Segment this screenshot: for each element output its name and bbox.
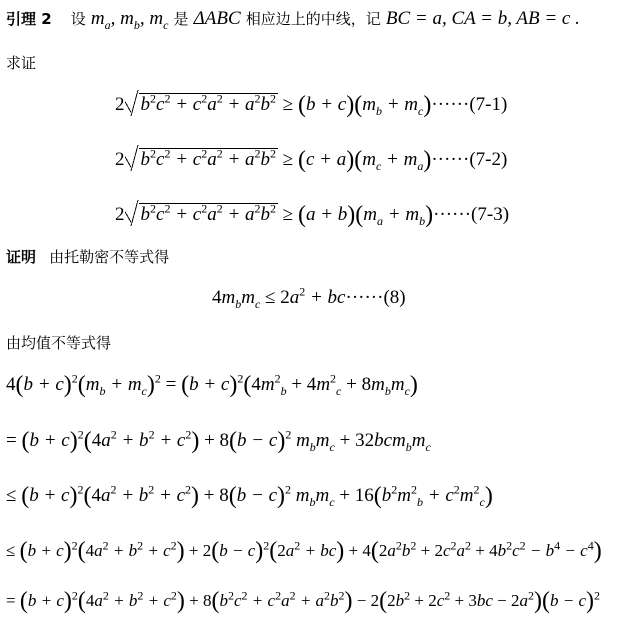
equation-7-1: 2 $b^2c^2 + c^2a^2 + a^2b^2 \ge (b + c)(m_b + m_c)\cdot\cdot\cdot\cdot\cdot\cdot(7-1)$ xyxy=(115,91,508,118)
tag-7-1: (7-1) xyxy=(469,94,508,115)
lemma-text-c: 相应边上的中线，记 xyxy=(245,10,381,28)
prove-label: 求证 xyxy=(6,54,37,72)
derivation-line-5: = $(b + c)^2(4a^2 + b^2 + c^2) + 8(b^2c^2 + c^2a^2 + a^2b^2) - 2(2b^2 + 2c^2 + 3bc - 2a^2)(b - c)^2$ xyxy=(6,588,601,614)
triangle-name: ΔABC xyxy=(193,8,241,29)
derivation-line-2: = $(b + c)^2(4a^2 + b^2 + c^2) + 8(b - c)^2$ $m_bm_c + 32bcm_bm_c$ xyxy=(6,427,431,454)
dots: ······ xyxy=(431,94,470,115)
lemma-label: 引理 2 xyxy=(6,10,52,28)
derivation-line-4: ≤ $(b + c)^2(4a^2 + b^2 + c^2) + 2(b - c)^2(2a^2 + bc) + 4(2a^2b^2 + 2c^2a^2 + 4b^2c^2 - b^4 - c^4)$ xyxy=(6,538,602,564)
tag-8: (8) xyxy=(383,287,406,308)
proof-intro xyxy=(6,246,169,267)
derivation-line-1: $4(b + c)^2(m_b + m_c)^2 = (b + c)^2(4m^2_b + 4m^2_c + 8m_bm_c)$ xyxy=(6,371,418,398)
derivation-line-3: ≤ $(b + c)^2(4a^2 + b^2 + c^2) + 8(b - c)^2$ $m_bm_c + 16(b^2m^2_b + c^2m^2_c)$ xyxy=(6,482,493,509)
dots: ······ xyxy=(345,287,384,308)
equation-8: $4m_bm_c \le 2a^2 + bc\cdot\cdot\cdot\cdot\cdot\cdot(8)$ xyxy=(212,284,406,311)
tag-7-3: (7-3) xyxy=(471,204,510,225)
median-symbols: $m_a$, $m_b$, $m_c$ xyxy=(90,8,169,32)
lemma-text-a: 设 xyxy=(70,10,86,28)
side-definitions: BC = a, CA = b, AB = c . xyxy=(385,8,580,29)
lemma-text-b: 是 xyxy=(173,10,189,28)
tag-7-2: (7-2) xyxy=(469,149,508,170)
equation-7-3: 2 $b^2c^2 + c^2a^2 + a^2b^2 \ge (a + b)(m_a + m_b)\cdot\cdot\cdot\cdot\cdot\cdot(7-3)$ xyxy=(115,201,510,228)
proof-label: 证明 xyxy=(6,248,37,266)
lemma-statement xyxy=(6,8,580,30)
equation-7-2: 2 $b^2c^2 + c^2a^2 + a^2b^2 \ge (c + a)(m_c + m_a)\cdot\cdot\cdot\cdot\cdot\cdot(7-2)$ xyxy=(115,146,508,173)
dots: ······ xyxy=(431,149,470,170)
mean-inequality-text: 由均值不等式得 xyxy=(6,334,112,352)
dots: ······ xyxy=(433,204,472,225)
proof-text: 由托勒密不等式得 xyxy=(49,248,170,266)
